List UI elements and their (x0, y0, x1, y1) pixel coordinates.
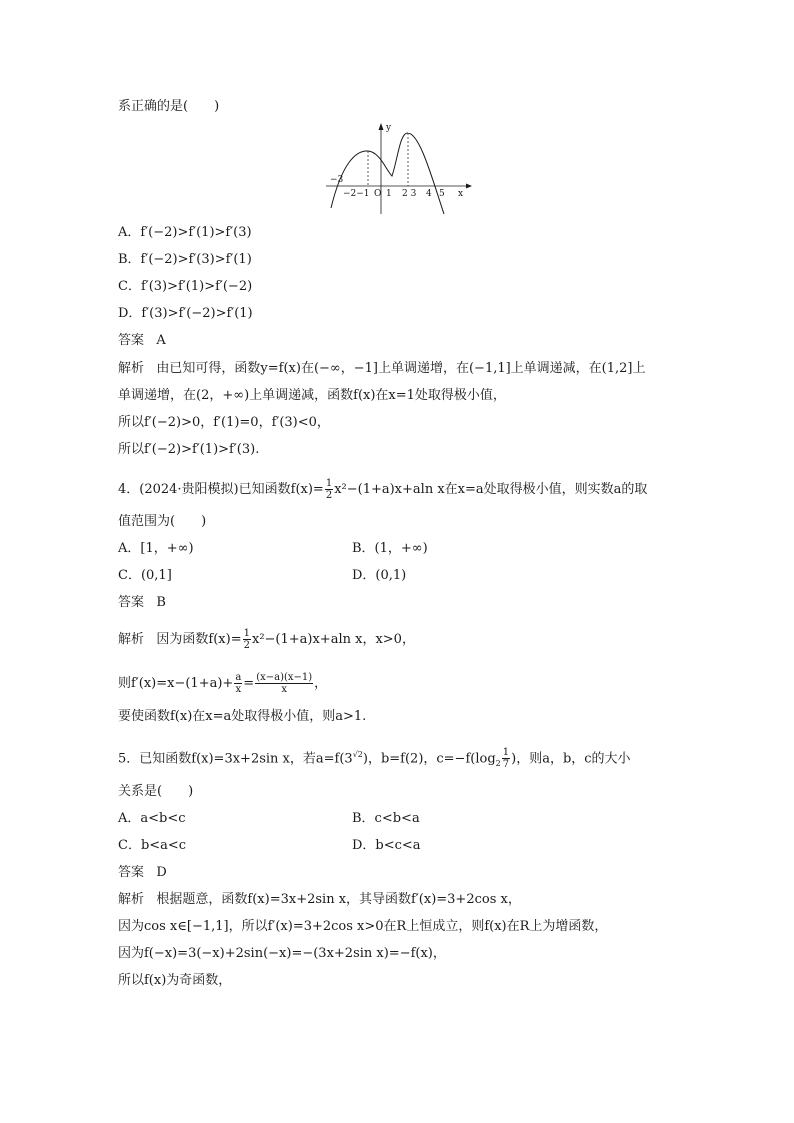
q3-answer (118, 332, 166, 350)
fraction: $\frac{(x-a)(x-1)}{x}$ (256, 672, 313, 695)
q4-stem-line2: 值范围为( ) (118, 514, 207, 529)
curve (331, 133, 444, 214)
tick-neg2-neg1: −2−1 (343, 189, 370, 199)
q5-option-a: A．a<b<c (118, 811, 186, 826)
answer-label: 答案 (118, 595, 145, 610)
y-axis-arrow (379, 123, 384, 130)
x-axis-arrow (466, 184, 472, 189)
analysis-label: 解析 (118, 632, 145, 647)
q3-option-a: A．f′(−2)>f′(1)>f′(3) (118, 225, 252, 240)
answer-label: 答案 (118, 333, 145, 348)
q5-option-d: D．b<c<a (352, 838, 421, 853)
q3-analysis-4: 所以f′(−2)>f′(1)>f′(3). (118, 442, 260, 457)
x-label: x (458, 189, 464, 199)
answer-label: 答案 (118, 865, 145, 880)
answer-value: A (156, 333, 166, 348)
y-label: y (386, 123, 392, 133)
answer-value: D (156, 865, 167, 880)
q3-option-c: C．f′(3)>f′(1)>f′(−2) (118, 279, 253, 294)
q4-analysis-1: 解析 因为函数f(x)= $\frac{1}{2}$ x²−(1+a)x+aln x，x>0， (118, 628, 415, 651)
q5-option-b: B．c<b<a (352, 811, 420, 826)
q4-analysis-2: 则f′(x)=x−(1+a)+ $\frac{a}{x}$ = $\frac{(x-a)(x-1)}{x}$ ， (118, 672, 328, 695)
tick-5: 5 (439, 189, 445, 199)
q5-answer (118, 864, 167, 882)
q3-analysis-2: 单调递增，在(2，+∞)上单调递减，函数f(x)在x=1处取得极小值， (118, 388, 506, 403)
q5-analysis-2: 因为cos x∈[−1,1]，所以f′(x)=3+2cos x>0在R上恒成立，则f(x)在R上为增函数， (118, 919, 608, 934)
analysis-label: 解析 (118, 361, 145, 376)
tick-2-3: 2 3 (402, 189, 417, 199)
q4-option-c: C．(0,1] (118, 568, 172, 583)
q4-option-a: A．[1，+∞) (118, 541, 194, 556)
answer-value: B (156, 595, 166, 610)
q3-analysis-1: 解析 由已知可得，函数y=f(x)在(−∞，−1]上单调递增，在(−1,1]上单调递减，在(1,2]上 (118, 361, 646, 376)
q4-answer (118, 594, 166, 612)
q5-option-c: C．b<a<c (118, 838, 187, 853)
q5-analysis-1: 解析 根据题意，函数f(x)=3x+2sin x，其导函数f′(x)=3+2cos x， (118, 892, 521, 907)
q3-analysis-3: 所以f′(−2)>0，f′(1)=0，f′(3)<0， (118, 415, 330, 430)
function-graph (326, 118, 472, 218)
analysis-label: 解析 (118, 892, 145, 907)
tick-1: 1 (386, 189, 392, 199)
fraction: $\frac{1}{2}$ (243, 628, 250, 651)
q5-stem-line2: 关系是( ) (118, 784, 194, 799)
q5-stem: 5．已知函数f(x)=3x+2sin x，若$a=f(3^{√2})$，b=f(2)，$c=-f(\log_2$ $\frac{1}{7}$ )，则a，b，c的大小 (118, 747, 631, 771)
origin-label: O (374, 189, 382, 199)
q5-analysis-4: 所以f(x)为奇函数， (118, 973, 232, 988)
label-neg3: −3 (330, 175, 344, 185)
q3-stem-tail: 系正确的是( ) (118, 99, 220, 114)
q4-analysis-3: 要使函数f(x)在x=a处取得极小值，则a>1. (118, 709, 367, 724)
q5-analysis-3: 因为f(−x)=3(−x)+2sin(−x)=−(3x+2sin x)=−f(x)， (118, 946, 446, 961)
fraction: $\frac{1}{2}$ (325, 478, 333, 501)
q4-option-b: B．(1，+∞) (352, 541, 428, 556)
tick-4: 4 (426, 189, 432, 199)
q4-option-d: D．(0,1) (352, 568, 407, 583)
q4-stem: 4．(2024·贵阳模拟)已知函数f(x)= $\frac{1}{2}$ x²−(1+a)x+aln x在x=a处取得极小值，则实数a的取 (118, 478, 648, 501)
fraction: $\frac{1}{7}$ (502, 747, 510, 771)
fraction: $\frac{a}{x}$ (235, 672, 242, 695)
q3-option-d: D．f′(3)>f′(−2)>f′(1) (118, 306, 253, 321)
q3-option-b: B．f′(−2)>f′(3)>f′(1) (118, 252, 252, 267)
